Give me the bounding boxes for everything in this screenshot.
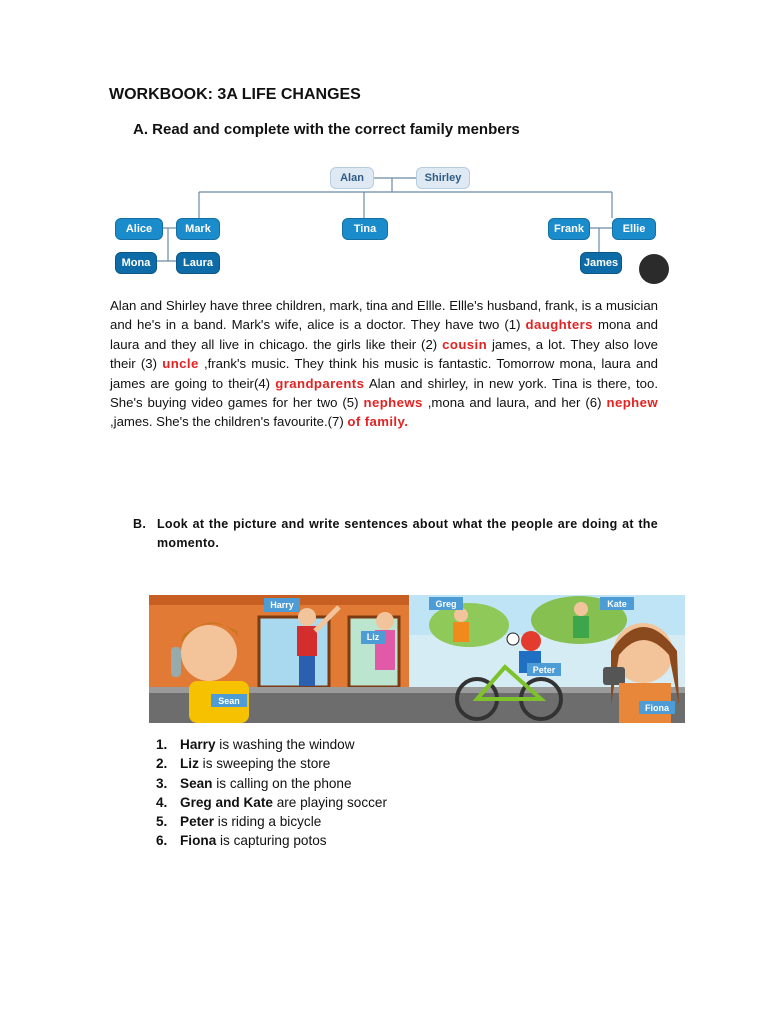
list-item	[156, 831, 387, 850]
list-text: Harry is washing the window	[180, 737, 355, 752]
kate-figure	[573, 602, 589, 638]
answer-list	[156, 735, 387, 851]
list-item	[156, 774, 387, 793]
scene-label-greg: Greg	[435, 599, 457, 609]
answer-6: nephew	[606, 395, 658, 411]
list-number: 3.	[156, 775, 168, 791]
list-item	[156, 812, 387, 831]
section-b-text: Look at the picture and write sentences about what the people are doing at the momento.	[157, 517, 658, 550]
paragraph-text: Alan and Shirley have three children, mark, tina and Ellle. Ellle's husband, frank, is a musician and he's in a band. Mark's wife, alice is a doctor. They have two (1)	[110, 298, 658, 333]
tree-node-frank: Frank	[548, 218, 590, 240]
paragraph-text: Alan and shirley, in new york. Tina is there, too. She's buying video games for her two (5)	[110, 375, 658, 411]
tree-node-alice: Alice	[115, 218, 163, 240]
list-text: Peter is riding a bicycle	[180, 814, 322, 830]
paragraph-text: ,mona and laura, and her (6)	[422, 395, 607, 411]
section-b-heading	[133, 515, 658, 553]
street-scene-illustration	[149, 595, 685, 723]
scene-label-sean: Sean	[218, 696, 240, 706]
decorative-circle	[639, 254, 669, 284]
list-number: 1.	[156, 737, 168, 752]
paragraph-text: ,james. She's the children's favourite.(7)	[110, 414, 348, 430]
paragraph-text: mona and laura and they all live in chicago. the girls like their (2)	[110, 317, 658, 352]
scene-label-peter: Peter	[532, 665, 556, 675]
street-scene	[149, 595, 685, 723]
section-a-heading: A. Read and complete with the correct family menbers	[133, 121, 520, 138]
list-number: 5.	[156, 814, 168, 830]
tree-node-tina: Tina	[342, 218, 388, 240]
answer-5: nephews	[363, 395, 423, 411]
list-item	[156, 735, 387, 754]
list-number: 2.	[156, 756, 168, 772]
scene-label-kate: Kate	[607, 599, 627, 609]
list-item	[156, 754, 387, 773]
list-text: Fiona is capturing potos	[180, 833, 327, 849]
scene-label-harry: Harry	[270, 600, 294, 610]
list-text: Sean is calling on the phone	[180, 775, 352, 791]
answer-4: grandparents	[275, 375, 365, 391]
reading-paragraph	[110, 296, 658, 432]
scene-label-liz: Liz	[366, 632, 380, 642]
family-tree	[110, 160, 656, 284]
greg-figure	[453, 608, 469, 642]
tree-node-ellie: Ellie	[612, 218, 656, 240]
answer-1: daughters	[525, 317, 593, 333]
scene-label-fiona: Fiona	[645, 703, 669, 713]
paragraph-text: james, a lot. They also love their (3)	[110, 336, 659, 372]
answer-7: of family.	[347, 414, 409, 430]
tree-node-shirley: Shirley	[416, 167, 470, 189]
paragraph-text: ,frank's music. They think his music is fantastic. Tomorrow mona, laura and james are going to their(4)	[110, 356, 658, 391]
tree-node-alan: Alan	[330, 167, 374, 189]
tree-node-mark: Mark	[176, 218, 220, 240]
answer-2: cousin	[442, 336, 488, 352]
list-item	[156, 793, 387, 812]
tree-node-laura: Laura	[176, 252, 220, 274]
answer-3: uncle	[162, 356, 199, 372]
page-title: WORKBOOK: 3A LIFE CHANGES	[109, 86, 361, 103]
list-text: Greg and Kate are playing soccer	[180, 794, 388, 810]
tree-node-mona: Mona	[115, 252, 157, 274]
tree-node-james: James	[580, 252, 622, 274]
section-b-number: B.	[133, 517, 147, 531]
list-number: 6.	[156, 833, 168, 849]
list-text: Liz is sweeping the store	[180, 756, 331, 772]
list-number: 4.	[156, 794, 168, 810]
